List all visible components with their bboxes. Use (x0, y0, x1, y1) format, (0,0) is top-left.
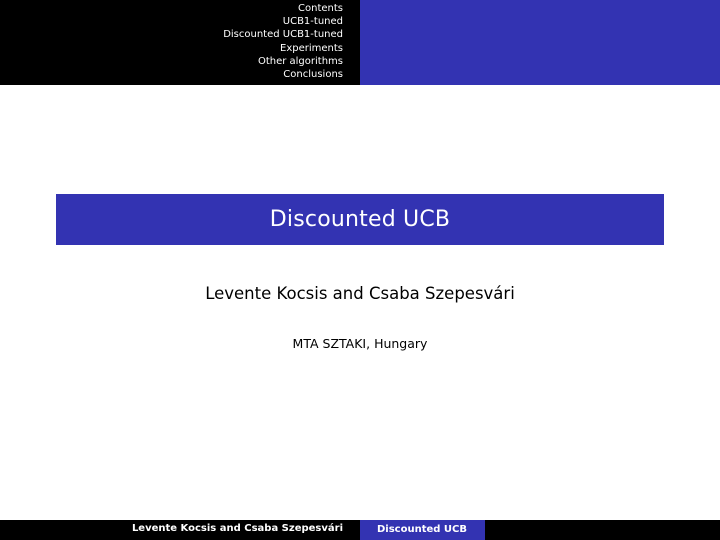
nav-item-contents[interactable]: Contents (298, 3, 343, 14)
author-line: Levente Kocsis and Csaba Szepesvári (205, 284, 515, 303)
slide-title: Discounted UCB (269, 207, 451, 232)
nav-item-ucb1-tuned[interactable]: UCB1-tuned (282, 16, 343, 28)
footline-bar (0, 520, 720, 540)
nav-item-other-algorithms[interactable]: Other algorithms (257, 55, 343, 67)
nav-item-experiments[interactable]: Experiments (280, 42, 343, 54)
section-navigation (0, 0, 360, 85)
headline-bar (0, 0, 720, 85)
institute-line: MTA SZTAKI, Hungary (292, 336, 428, 351)
subsection-navigation (360, 0, 720, 85)
section-list (223, 2, 343, 81)
nav-item-discounted-ucb1-tuned[interactable]: Discounted UCB1-tuned (223, 29, 343, 41)
footline-author-box (0, 520, 360, 540)
title-box (56, 194, 664, 245)
footline-title: Discounted UCB (360, 520, 485, 540)
nav-item-conclusions[interactable]: Conclusions (283, 69, 343, 81)
footline-author: Levente Kocsis and Csaba Szepesvári (131, 523, 343, 534)
footline-title-box (360, 520, 720, 540)
